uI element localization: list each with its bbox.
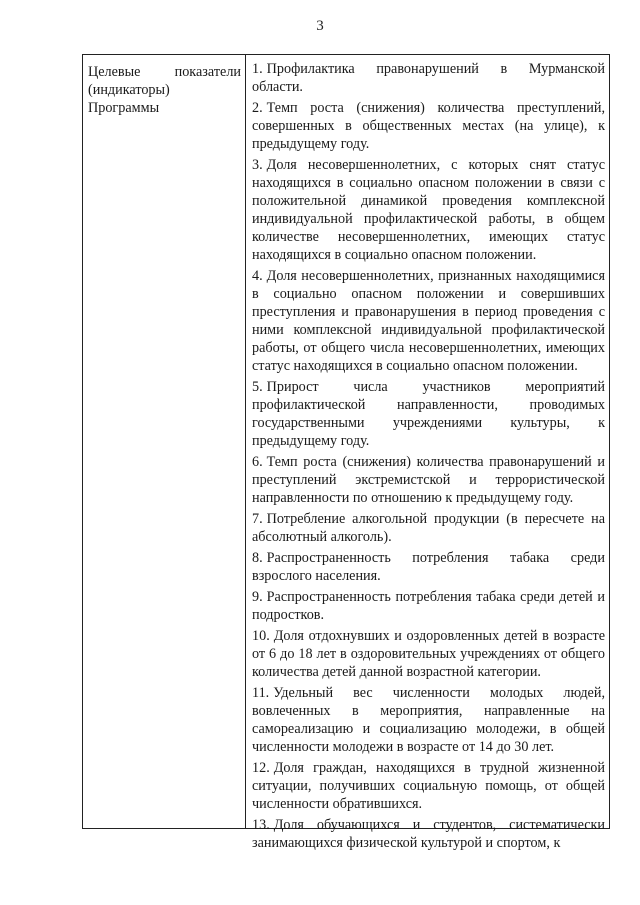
indicator-text: Доля несовершеннолетних, признанных находящимися в социально опасном положении и совершивших преступления и правонарушения в период проведения с ними комплексной индивидуальной профилактической работы, от общего числа несовершеннолетних, имеющих статус находящихся в социально опасном положении.	[252, 268, 605, 374]
page-number: 3	[316, 18, 324, 34]
indicator-text: Доля отдохнувших и оздоровленных детей в возрасте от 6 до 18 лет в оздоровительных учреждениях от общего количества детей данной возрастной категории.	[252, 628, 605, 680]
indicator-number: 12.	[252, 760, 270, 776]
indicator-number: 9.	[252, 589, 263, 605]
indicator-item	[252, 684, 605, 756]
indicator-number: 3.	[252, 157, 263, 173]
indicator-text: Потребление алкогольной продукции (в пересчете на абсолютный алкоголь).	[252, 511, 605, 545]
row-label-line-3: Программы	[88, 100, 160, 116]
indicator-number: 10.	[252, 628, 270, 644]
indicator-item	[252, 267, 605, 375]
indicator-number: 1.	[252, 61, 263, 77]
row-label-line-2: (индикаторы)	[88, 82, 170, 98]
indicator-item	[252, 627, 605, 681]
indicator-number: 7.	[252, 511, 263, 527]
indicator-item	[252, 60, 605, 96]
indicator-text: Профилактика правонарушений в Мурманской области.	[252, 61, 605, 95]
indicator-item	[252, 453, 605, 507]
indicator-number: 8.	[252, 550, 263, 566]
indicator-number: 13.	[252, 817, 270, 833]
program-targets-table	[82, 54, 610, 851]
indicator-number: 4.	[252, 268, 263, 284]
indicator-item	[252, 99, 605, 153]
indicator-text: Распространенность потребления табака среди взрослого населения.	[252, 550, 605, 584]
row-label-word-1: Целевые	[88, 64, 141, 80]
row-label-word-2: показатели	[174, 64, 241, 80]
indicator-item	[252, 549, 605, 585]
indicator-text: Темп роста (снижения) количества правонарушений и преступлений экстремистской и террористической направленности по отношению к предыдущему году.	[252, 454, 605, 506]
indicator-item	[252, 510, 605, 546]
indicator-text: Доля граждан, находящихся в трудной жизненной ситуации, получивших социальную помощь, от общей численности обратившихся.	[252, 760, 605, 812]
indicator-text: Доля обучающихся и студентов, систематически занимающихся физической культурой и спортом, к	[252, 817, 605, 851]
indicator-item	[252, 588, 605, 624]
indicator-text: Распространенность потребления табака среди детей и подростков.	[252, 589, 605, 623]
indicator-item	[252, 156, 605, 264]
indicator-item	[252, 378, 605, 450]
indicator-text: Темп роста (снижения) количества преступлений, совершенных в общественных местах (на улице), к предыдущему году.	[252, 100, 605, 152]
indicator-text: Доля несовершеннолетних, с которых снят статус находящихся в социально опасном положении в связи с положительной динамикой проведения комплексной индивидуальной профилактической работы, в общем количестве несовершеннолетних, имеющих статус находящихся в социально опасном положении.	[252, 157, 605, 263]
indicator-number: 2.	[252, 100, 263, 116]
indicator-text: Прирост числа участников мероприятий профилактической направленности, проводимых государственными учреждениями культуры, к предыдущему году.	[252, 379, 605, 449]
indicator-number: 5.	[252, 379, 263, 395]
indicator-text: Удельный вес численности молодых людей, вовлеченных в мероприятия, направленные на самореализацию и социализацию молодежи, в общей численности молодежи в возрасте от 14 до 30 лет.	[252, 685, 605, 755]
indicator-item	[252, 816, 605, 852]
indicator-list-cell	[246, 55, 609, 851]
indicator-number: 6.	[252, 454, 263, 470]
indicator-number: 11.	[252, 685, 270, 701]
row-label-cell	[83, 55, 246, 828]
row-label-line-1	[88, 63, 241, 81]
indicator-item	[252, 759, 605, 813]
